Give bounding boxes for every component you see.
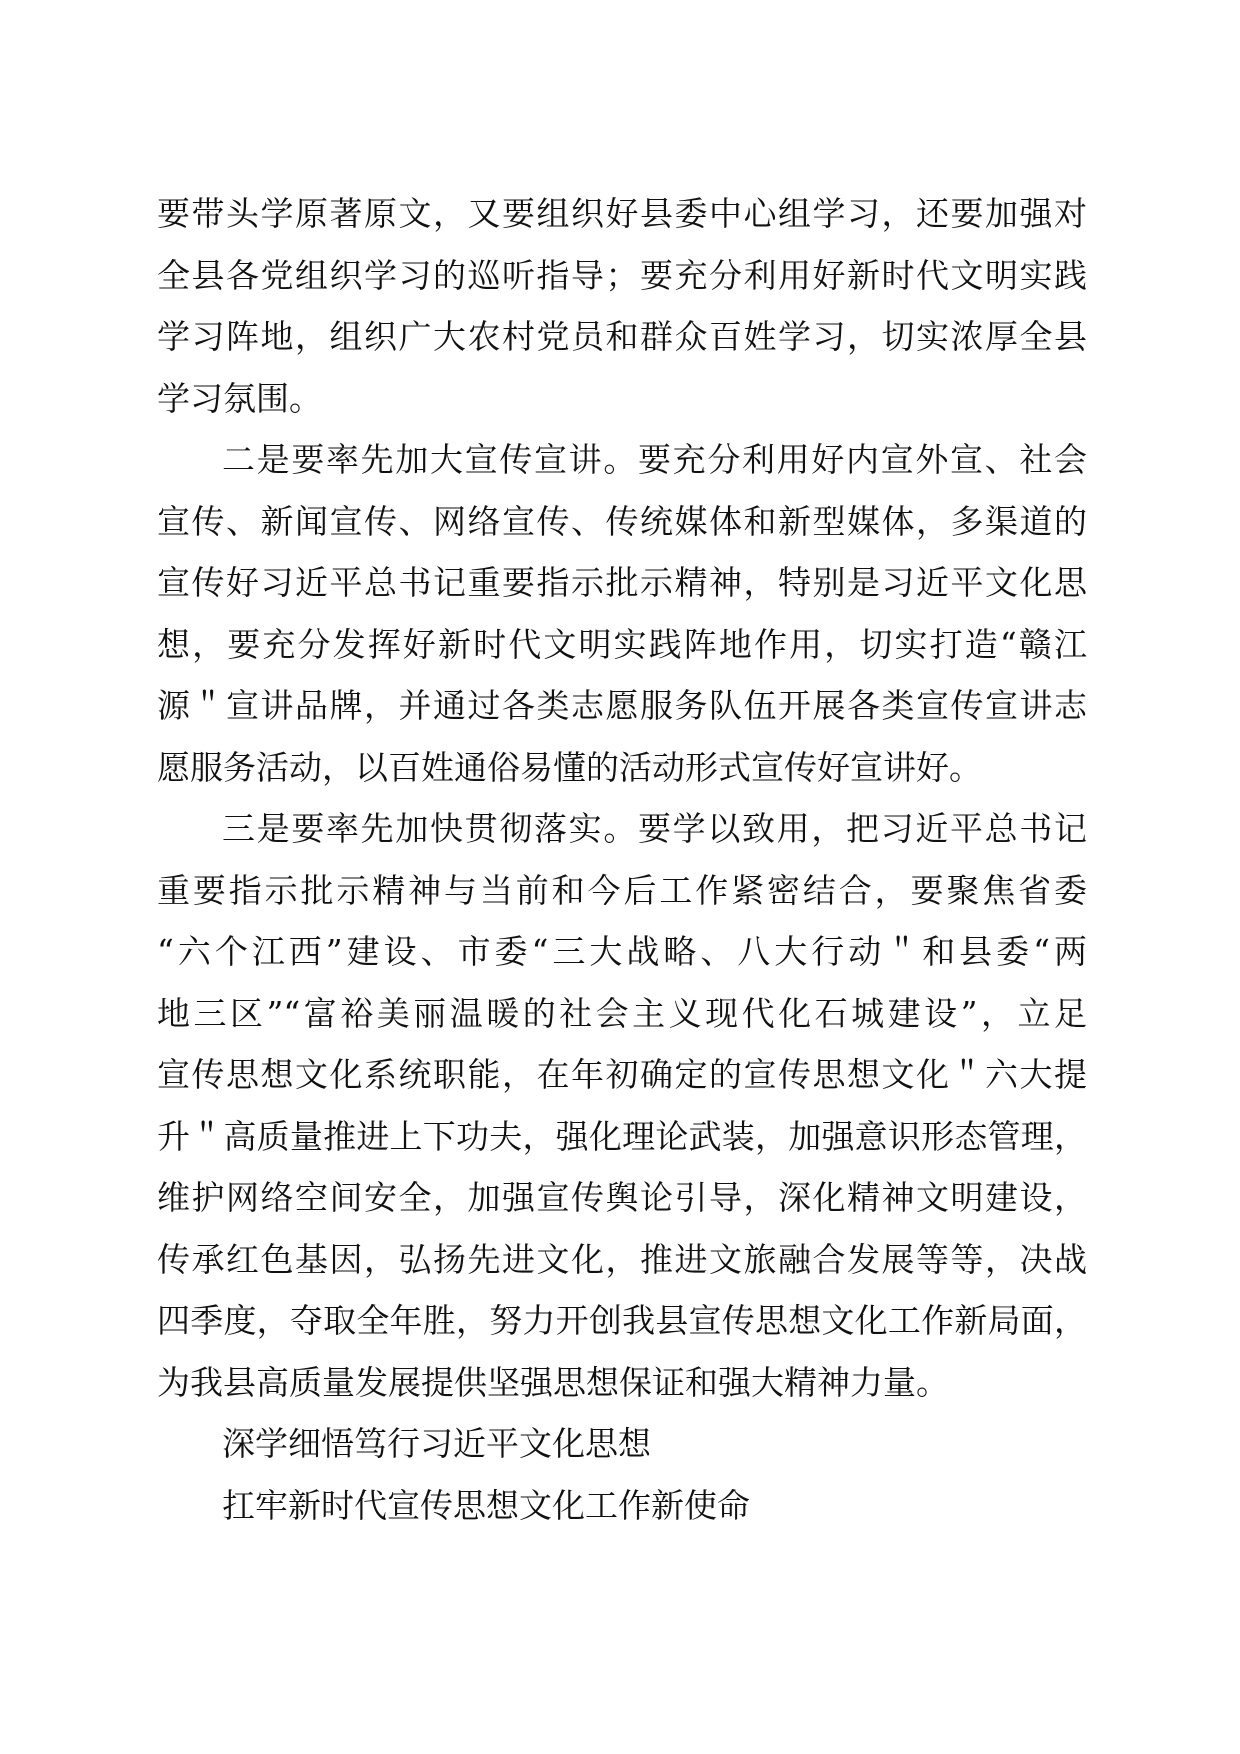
body-line-6: 宣传、新闻宣传、网络宣传、传统媒体和新型媒体，多渠道的	[157, 502, 1087, 541]
body-line-5: 二是要率先加大宣传宣讲。要充分利用好内宣外宣、社会	[222, 440, 1087, 479]
body-line-9: 源＂宣讲品牌，并通过各类志愿服务队伍开展各类宣传宣讲志	[157, 686, 1087, 725]
body-line-19: 四季度，夺取全年胜，努力开创我县宣传思想文化工作新局面，	[157, 1301, 1087, 1340]
body-line-17: 维护网络空间安全，加强宣传舆论引导，深化精神文明建设，	[157, 1178, 1087, 1217]
body-line-13: “六个江西”建设、市委“三大战略、八大行动＂和县委“两	[157, 932, 1087, 971]
heading-line-1: 深学细悟笃行习近平文化思想	[222, 1424, 651, 1463]
body-line-7: 宣传好习近平总书记重要指示批示精神，特别是习近平文化思	[157, 563, 1087, 602]
body-line-8: 想，要充分发挥好新时代文明实践阵地作用，切实打造“赣江	[157, 625, 1087, 664]
body-line-14: 地三区”“富裕美丽温暖的社会主义现代化石城建设”，立足	[157, 994, 1087, 1033]
body-line-2: 全县各党组织学习的巡听指导；要充分利用好新时代文明实践	[157, 256, 1087, 295]
body-line-11: 三是要率先加快贯彻落实。要学以致用，把习近平总书记	[222, 809, 1087, 848]
body-line-3: 学习阵地，组织广大农村党员和群众百姓学习，切实浓厚全县	[157, 317, 1087, 356]
heading-line-2: 扛牢新时代宣传思想文化工作新使命	[222, 1486, 750, 1525]
body-line-20: 为我县高质量发展提供坚强思想保证和强大精神力量。	[157, 1363, 949, 1402]
body-line-10: 愿服务活动，以百姓通俗易懂的活动形式宣传好宣讲好。	[157, 748, 982, 787]
body-line-15: 宣传思想文化系统职能，在年初确定的宣传思想文化＂六大提	[157, 1055, 1087, 1094]
body-line-18: 传承红色基因，弘扬先进文化，推进文旅融合发展等等，决战	[157, 1240, 1087, 1279]
body-line-16: 升＂高质量推进上下功夫，强化理论武装，加强意识形态管理，	[157, 1117, 1087, 1156]
body-line-1: 要带头学原著原文，又要组织好县委中心组学习，还要加强对	[157, 194, 1087, 233]
body-line-12: 重要指示批示精神与当前和今后工作紧密结合，要聚焦省委	[157, 871, 1087, 910]
body-line-4: 学习氛围。	[157, 379, 322, 418]
